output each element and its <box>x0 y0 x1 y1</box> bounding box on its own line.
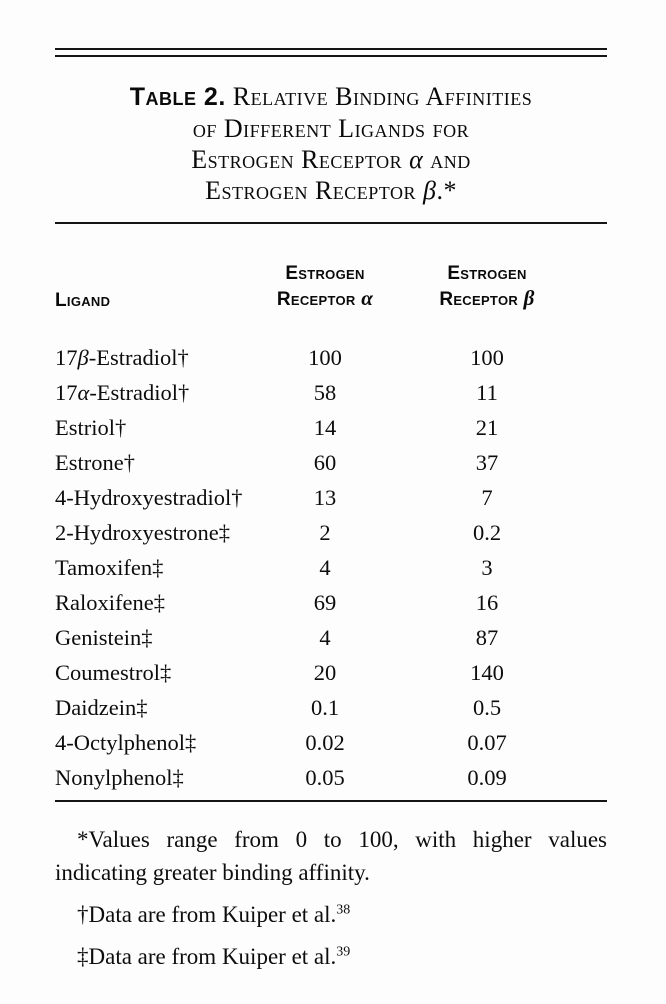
footnote-double-dagger: ‡Data are from Kuiper et al.$^{39}$ <box>77 944 351 969</box>
er-alpha-value: 60 <box>313 450 337 475</box>
table-row <box>55 375 607 410</box>
title-line-3: Estrogen Receptor α and <box>191 145 471 174</box>
er-beta-value: 7 <box>481 485 493 510</box>
rule-under-title <box>55 222 607 224</box>
table-row <box>55 410 607 445</box>
table-row <box>55 445 607 480</box>
ligand-cell: Daidzein‡ <box>55 695 148 720</box>
er-beta-value: 11 <box>476 380 498 405</box>
table-row <box>55 515 607 550</box>
er-alpha-value: 0.1 <box>310 695 340 720</box>
reference-39: 39 <box>336 944 351 960</box>
footnote-dagger: †Data are from Kuiper et al.$^{38}$ <box>77 902 351 927</box>
column-headers <box>55 262 607 314</box>
table-row <box>55 725 607 760</box>
er-alpha-value: 20 <box>313 660 337 685</box>
alpha-symbol: α <box>77 380 90 405</box>
beta-symbol: β <box>523 286 535 310</box>
top-margin <box>55 0 607 48</box>
er-alpha-value: 4 <box>319 625 331 650</box>
ligand-cell: Estriol† <box>55 415 127 440</box>
table-row <box>55 340 607 375</box>
title-line-1-text: Relative Binding Affinities <box>232 82 533 111</box>
er-alpha-value: 69 <box>313 590 337 615</box>
ligand-cell: Genistein‡ <box>55 625 153 650</box>
er-beta-value: 21 <box>475 415 499 440</box>
table-row <box>55 655 607 690</box>
title-line-4: Estrogen Receptor β.* <box>205 176 457 205</box>
er-beta-value: 3 <box>481 555 493 580</box>
er-beta-value: 87 <box>475 625 499 650</box>
er-beta-value: 16 <box>475 590 499 615</box>
ligand-cell: Nonylphenol‡ <box>55 765 184 790</box>
er-alpha-value: 58 <box>313 380 337 405</box>
er-beta-value: 0.2 <box>472 520 502 545</box>
ligand-cell: 4-Hydroxyestradiol† <box>55 485 243 510</box>
alpha-symbol: α <box>409 145 424 174</box>
title-line-2: of Different Ligands for <box>192 114 470 143</box>
reference-38: 38 <box>336 902 351 918</box>
table-row <box>55 760 607 795</box>
table-body <box>55 340 607 795</box>
ligand-cell: Raloxifene‡ <box>55 590 165 615</box>
footnote-asterisk: *Values range from 0 to 100, with higher values indicating greater binding affinity. <box>55 827 607 885</box>
ligand-cell: 2-Hydroxyestrone‡ <box>55 520 230 545</box>
table-top-double-rule <box>55 48 607 57</box>
ligand-cell: 17α-Estradiol† <box>55 380 190 405</box>
er-beta-value: 37 <box>475 450 499 475</box>
table-title <box>55 81 607 206</box>
ligand-cell: Coumestrol‡ <box>55 660 172 685</box>
ligand-cell: 17β-Estradiol† <box>55 345 189 370</box>
table-row <box>55 480 607 515</box>
er-alpha-value: 4 <box>319 555 331 580</box>
ligand-cell: Estrone† <box>55 450 135 475</box>
er-beta-value: 0.09 <box>467 765 507 790</box>
table-number-label: Table 2. <box>129 83 226 111</box>
er-beta-value: 140 <box>470 660 504 685</box>
alpha-symbol: α <box>361 286 374 310</box>
header-er-beta: Estrogen Receptor β <box>439 263 535 310</box>
table-row <box>55 690 607 725</box>
er-beta-value: 0.07 <box>467 730 507 755</box>
er-beta-value: 100 <box>470 345 504 370</box>
title-line-1 <box>55 81 607 113</box>
er-beta-value: 0.5 <box>472 695 502 720</box>
er-alpha-value: 0.02 <box>305 730 345 755</box>
er-alpha-value: 13 <box>313 485 337 510</box>
table-row <box>55 620 607 655</box>
footnotes <box>55 823 607 973</box>
ligand-cell: Tamoxifen‡ <box>55 555 164 580</box>
er-alpha-value: 0.05 <box>305 765 345 790</box>
beta-symbol: β <box>77 345 89 370</box>
header-ligand: Ligand <box>55 290 111 311</box>
table-row <box>55 585 607 620</box>
beta-symbol: β <box>422 176 437 205</box>
er-alpha-value: 14 <box>313 415 337 440</box>
header-er-alpha: Estrogen Receptor α <box>276 263 374 310</box>
table-row <box>55 550 607 585</box>
er-alpha-value: 100 <box>308 345 342 370</box>
table-bottom-rule <box>55 800 607 802</box>
ligand-cell: 4-Octylphenol‡ <box>55 730 197 755</box>
er-alpha-value: 2 <box>319 520 331 545</box>
